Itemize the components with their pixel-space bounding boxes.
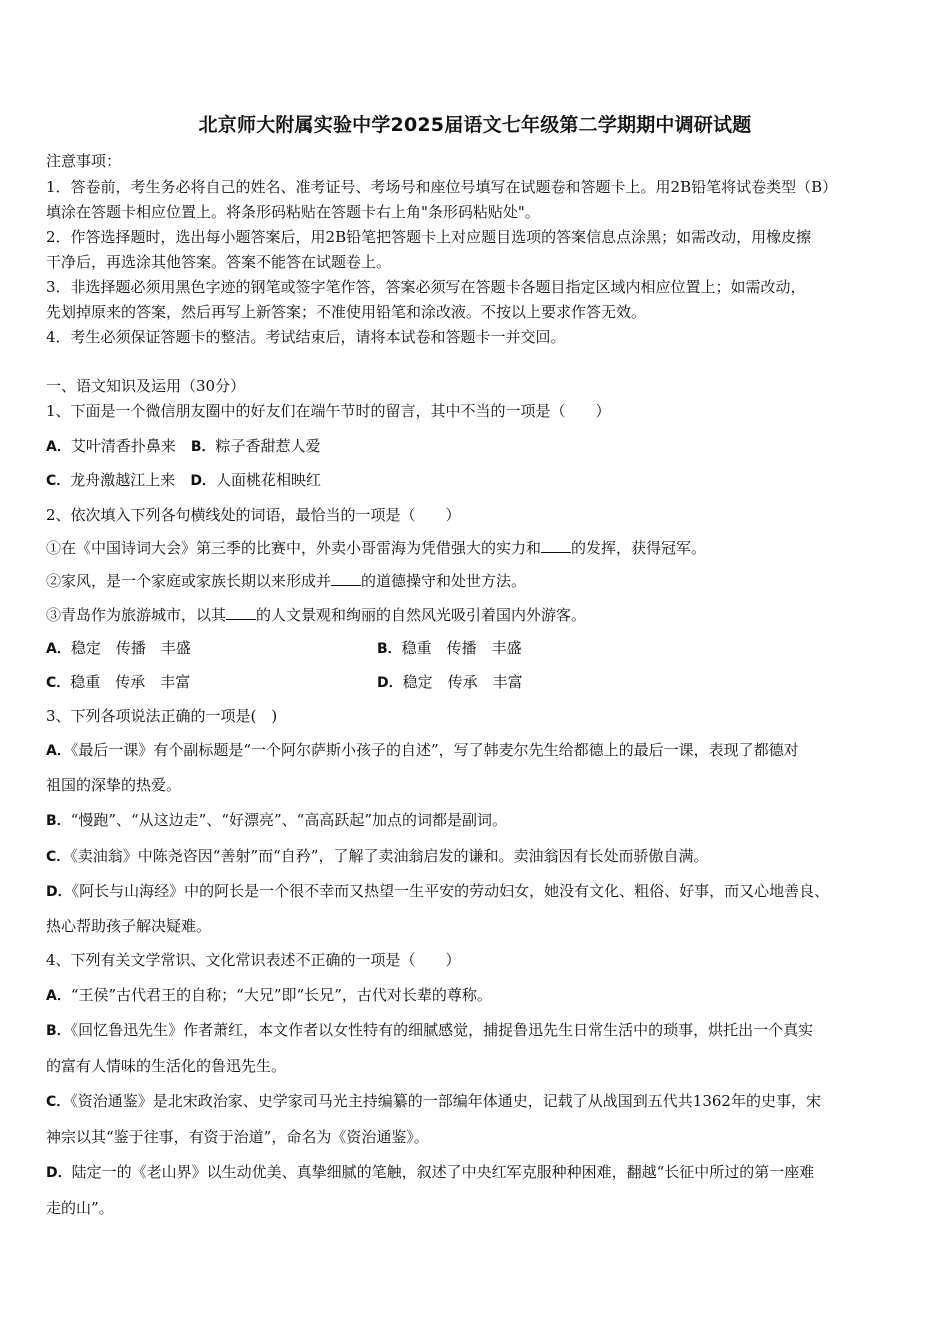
sentence-text: ③青岛作为旅游城市，以其 <box>46 606 227 624</box>
question-1-stem: 1、下面是一个微信朋友圈中的好友们在端午节时的留言，其中不当的一项是（ ） <box>46 402 611 420</box>
option-label: A． <box>46 988 71 1004</box>
option-text: 陆定一的《老山界》以生动优美、真挚细腻的笔触，叙述了中央红军克服种种困难，翻越“长征中所过的第一座难 <box>71 1163 815 1181</box>
question-1-options-ab <box>46 436 321 457</box>
question-4-option-a <box>46 985 492 1006</box>
option-text: “慢跑”、“从这边走”、“好漂亮”、“高高跃起”加点的词都是副词。 <box>70 811 508 829</box>
option-label: C． <box>46 849 71 865</box>
option-text: 《阿长与山海经》中的阿长是一个很不幸而又热望一生平安的劳动妇女，她没有文化、粗俗、好事，而又心地善良、 <box>71 882 830 900</box>
option-label: A． <box>46 641 71 657</box>
section-heading: 一、语文知识及运用（30分） <box>46 377 246 395</box>
option-text: 龙舟激越江上来 <box>70 471 176 489</box>
question-2-sentence-2 <box>46 571 526 591</box>
question-2-options-cd <box>46 672 906 693</box>
notice-line: 4．考生必须保证答题卡的整洁。考试结束后，请将本试卷和答题卡一并交回。 <box>46 328 566 346</box>
notice-line: 1．答卷前，考生务必将自己的姓名、准考证号、考场号和座位号填写在试题卷和答题卡上。用2B铅笔将试卷类型（B） <box>46 178 838 196</box>
option-text: 《卖油翁》中陈尧咨因“善射”而“自矜”，了解了卖油翁启发的谦和。卖油翁因有长处而骄傲自满。 <box>70 847 709 865</box>
option-label: D． <box>190 473 216 489</box>
question-3-option-a <box>46 740 799 761</box>
option-text: 《最后一课》有个副标题是“一个阿尔萨斯小孩子的自述”，写了韩麦尔先生给都德上的最后一课，表现了都德对 <box>70 741 799 759</box>
question-3-option-d <box>46 881 829 902</box>
notice-line: 3．非选择题必须用黑色字迹的钢笔或签字笔作答，答案必须写在答题卡各题目指定区域内相应位置上；如需改动， <box>46 278 806 296</box>
notice-line: 先划掉原来的答案，然后再写上新答案；不准使用铅笔和涂改液。不按以上要求作答无效。 <box>46 303 647 321</box>
question-4-option-b <box>46 1020 813 1041</box>
notice-heading: 注意事项： <box>46 152 122 170</box>
option-label: A． <box>46 439 71 455</box>
option-label: D． <box>377 675 403 691</box>
option-text: 稳定 传承 丰富 <box>402 673 523 691</box>
question-2-options-ab <box>46 638 906 659</box>
option-b <box>377 638 522 659</box>
option-text: 稳重 传播 丰盛 <box>401 639 522 657</box>
option-continuation: 祖国的深挚的热爱。 <box>46 776 182 794</box>
option-text: 艾叶清香扑鼻来 <box>70 437 176 455</box>
option-label: A． <box>46 743 71 759</box>
option-label: B． <box>46 1023 71 1039</box>
option-label: B． <box>190 439 216 455</box>
option-text: 人面桃花相映红 <box>215 471 321 489</box>
question-3-option-b <box>46 810 507 831</box>
option-continuation: 走的山”。 <box>46 1199 114 1217</box>
option-text: 粽子香甜惹人爱 <box>215 437 321 455</box>
option-label: C． <box>46 1094 71 1110</box>
option-continuation: 的富有人情味的生活化的鲁迅先生。 <box>46 1057 287 1075</box>
fill-blank <box>331 571 361 586</box>
question-2-sentence-1 <box>46 538 706 558</box>
sentence-text: 的人文景观和绚丽的自然风光吸引着国内外游客。 <box>256 606 587 624</box>
fill-blank <box>541 538 571 553</box>
option-d <box>377 672 523 693</box>
notice-line: 填涂在答题卡相应位置上。将条形码粘贴在答题卡右上角"条形码粘贴处"。 <box>46 203 540 221</box>
notice-line: 干净后，再选涂其他答案。答案不能答在试题卷上。 <box>46 253 392 271</box>
sentence-text: 的道德操守和处世方法。 <box>361 572 527 590</box>
fill-blank <box>226 605 256 620</box>
question-2-stem: 2、依次填入下列各句横线处的词语，最恰当的一项是（ ） <box>46 506 461 524</box>
question-1-options-cd <box>46 470 321 491</box>
option-text: 稳重 传承 丰富 <box>70 673 191 691</box>
option-continuation: 神宗以其“鉴于往事，有资于治道”，命名为《资治通鉴》。 <box>46 1128 429 1146</box>
sentence-text: 的发挥，获得冠军。 <box>571 539 707 557</box>
option-label: D． <box>46 1165 72 1181</box>
option-text: “王侯”古代君王的自称；“大兄”即“长兄”，古代对长辈的尊称。 <box>70 986 492 1004</box>
sentence-text: ①在《中国诗词大会》第三季的比赛中，外卖小哥雷海为凭借强大的实力和 <box>46 539 542 557</box>
sentence-text: ②家风，是一个家庭或家族长期以来形成并 <box>46 572 332 590</box>
option-label: B． <box>46 813 71 829</box>
question-4-stem: 4、下列有关文学常识、文化常识表述不正确的一项是（ ） <box>46 951 461 969</box>
option-text: 《资治通鉴》是北宋政治家、史学家司马光主持编纂的一部编年体通史，记载了从战国到五代共1362年的史事，宋 <box>70 1092 821 1110</box>
option-label: D． <box>46 884 72 900</box>
question-3-option-c <box>46 846 708 867</box>
page-title: 北京师大附属实验中学2025届语文七年级第二学期期中调研试题 <box>198 114 752 136</box>
option-text: 《回忆鲁迅先生》作者萧红，本文作者以女性特有的细腻感觉，捕捉鲁迅先生日常生活中的琐事，烘托出一个真实 <box>70 1021 814 1039</box>
option-label: C． <box>46 473 71 489</box>
question-3-stem: 3、下列各项说法正确的一项是( ) <box>46 707 278 725</box>
option-label: B． <box>377 641 402 657</box>
option-text: 稳定 传播 丰盛 <box>70 639 191 657</box>
question-4-option-d <box>46 1162 814 1183</box>
question-4-option-c <box>46 1091 821 1112</box>
question-2-sentence-3 <box>46 605 586 625</box>
option-continuation: 热心帮助孩子解决疑难。 <box>46 917 212 935</box>
option-label: C． <box>46 675 71 691</box>
notice-line: 2．作答选择题时，选出每小题答案后，用2B铅笔把答题卡上对应题目选项的答案信息点涂黑；如需改动，用橡皮擦 <box>46 228 812 246</box>
